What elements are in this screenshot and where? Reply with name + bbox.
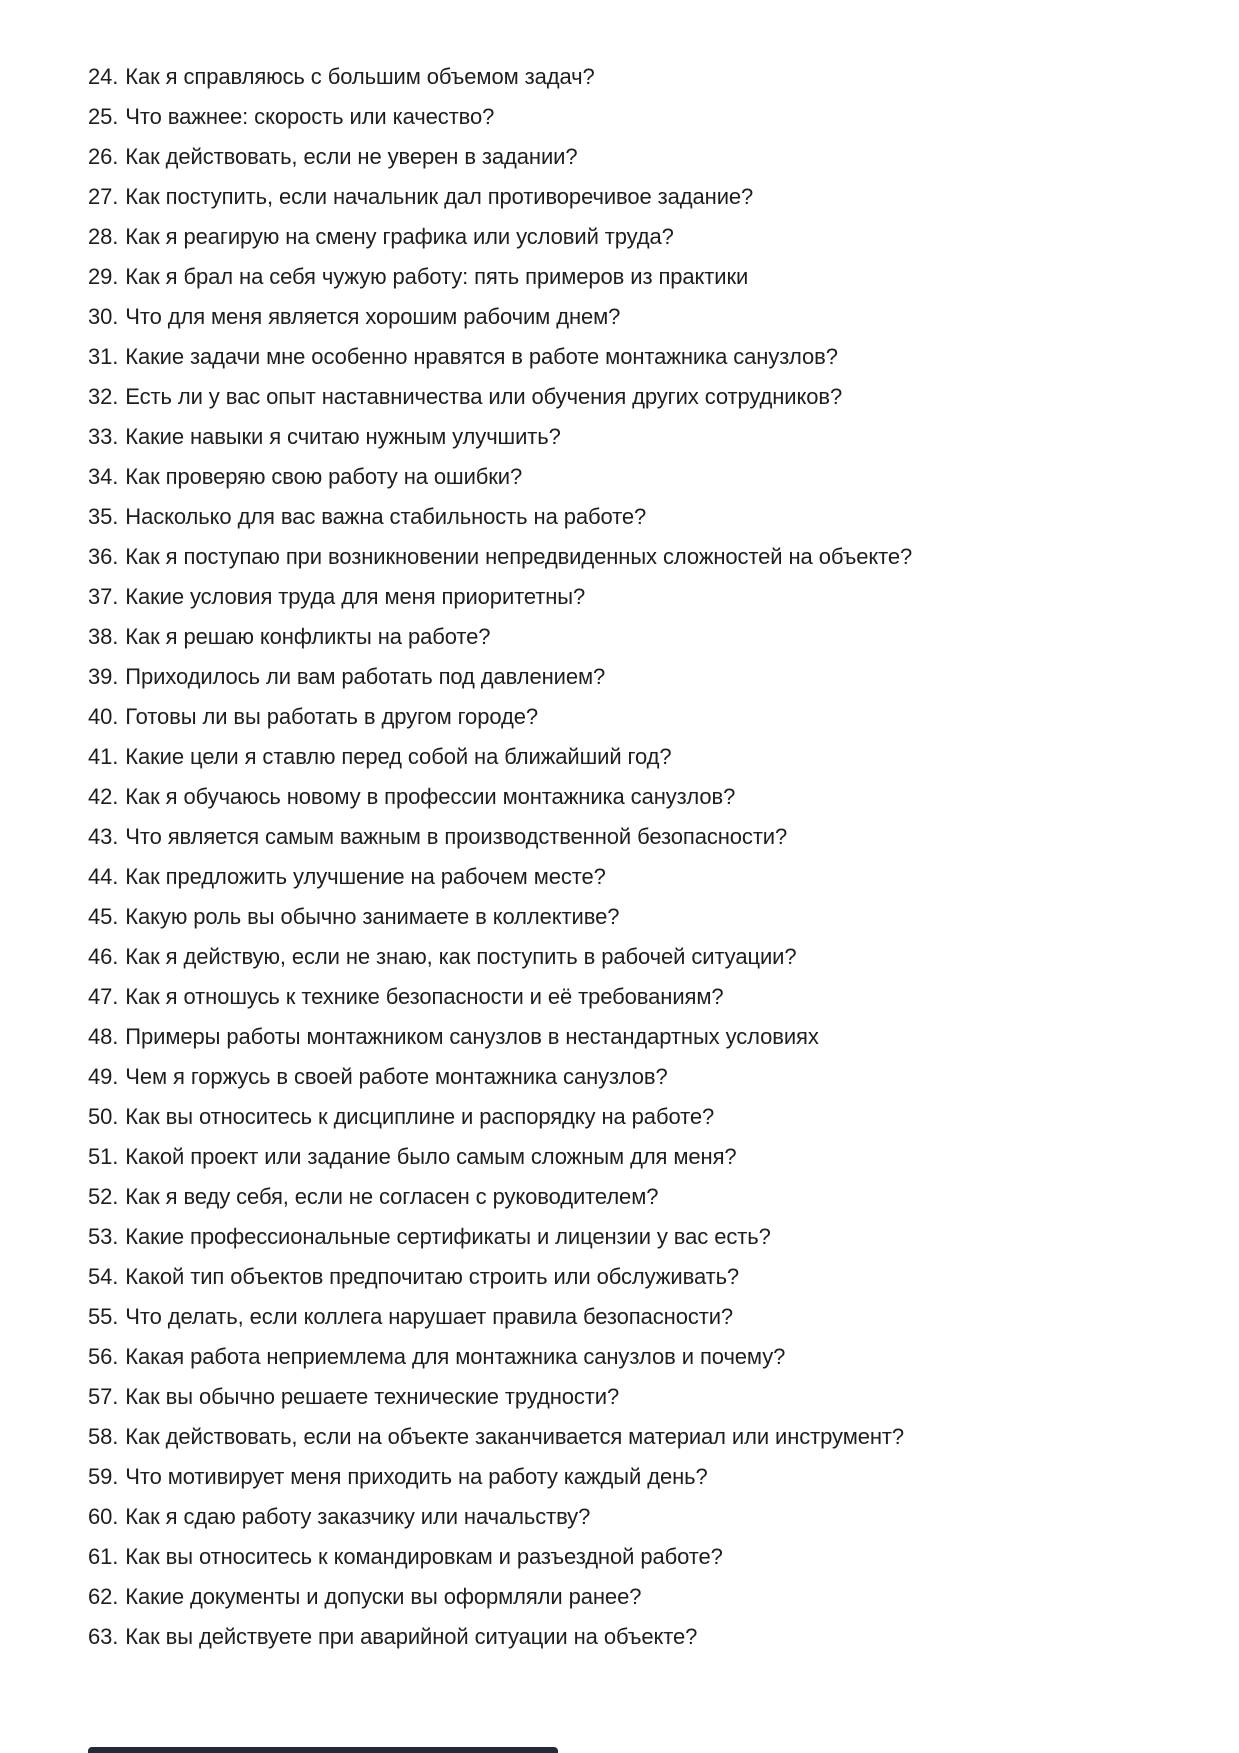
question-number: 61.: [88, 1544, 119, 1569]
list-item: [88, 1577, 1209, 1617]
list-item: [88, 417, 1209, 457]
list-item: [88, 457, 1209, 497]
question-number: 54.: [88, 1264, 119, 1289]
list-item: [88, 377, 1209, 417]
question-text: Какой проект или задание было самым сложным для меня?: [125, 1144, 737, 1169]
question-number: 25.: [88, 104, 119, 129]
list-item: [88, 1537, 1209, 1577]
list-item: [88, 937, 1209, 977]
list-item: [88, 217, 1209, 257]
question-text: Как я веду себя, если не согласен с руководителем?: [125, 1184, 659, 1209]
question-number: 63.: [88, 1624, 119, 1649]
questions-list: [88, 57, 1209, 1657]
question-number: 32.: [88, 384, 119, 409]
question-text: Что мотивирует меня приходить на работу каждый день?: [125, 1464, 708, 1489]
question-text: Как я реагирую на смену графика или условий труда?: [125, 224, 674, 249]
list-item: [88, 1617, 1209, 1657]
list-item: [88, 137, 1209, 177]
question-text: Чем я горжусь в своей работе монтажника санузлов?: [125, 1064, 668, 1089]
question-text: Как я действую, если не знаю, как поступить в рабочей ситуации?: [125, 944, 797, 969]
list-item: [88, 1017, 1209, 1057]
list-item: [88, 777, 1209, 817]
list-item: [88, 657, 1209, 697]
list-item: [88, 1217, 1209, 1257]
question-text: Какие задачи мне особенно нравятся в работе монтажника санузлов?: [125, 344, 838, 369]
question-number: 47.: [88, 984, 119, 1009]
question-text: Примеры работы монтажником санузлов в нестандартных условиях: [125, 1024, 819, 1049]
question-text: Как я отношусь к технике безопасности и её требованиям?: [125, 984, 724, 1009]
question-number: 28.: [88, 224, 119, 249]
question-text: Как проверяю свою работу на ошибки?: [125, 464, 523, 489]
question-text: Есть ли у вас опыт наставничества или обучения других сотрудников?: [125, 384, 843, 409]
question-number: 38.: [88, 624, 119, 649]
question-number: 52.: [88, 1184, 119, 1209]
question-number: 57.: [88, 1384, 119, 1409]
question-text: Как я решаю конфликты на работе?: [125, 624, 491, 649]
question-number: 51.: [88, 1144, 119, 1169]
list-item: [88, 617, 1209, 657]
question-text: Как вы обычно решаете технические трудности?: [125, 1384, 620, 1409]
question-text: Какую роль вы обычно занимаете в коллективе?: [125, 904, 620, 929]
question-number: 37.: [88, 584, 119, 609]
list-item: [88, 1497, 1209, 1537]
question-number: 44.: [88, 864, 119, 889]
question-number: 36.: [88, 544, 119, 569]
question-number: 62.: [88, 1584, 119, 1609]
question-number: 43.: [88, 824, 119, 849]
list-item: [88, 577, 1209, 617]
question-number: 56.: [88, 1344, 119, 1369]
question-number: 49.: [88, 1064, 119, 1089]
list-item: [88, 1257, 1209, 1297]
question-number: 31.: [88, 344, 119, 369]
question-number: 39.: [88, 664, 119, 689]
question-number: 24.: [88, 64, 119, 89]
list-item: [88, 857, 1209, 897]
list-item: [88, 1457, 1209, 1497]
question-number: 41.: [88, 744, 119, 769]
question-number: 48.: [88, 1024, 119, 1049]
list-item: [88, 297, 1209, 337]
question-number: 27.: [88, 184, 119, 209]
list-item: [88, 57, 1209, 97]
question-text: Как я справляюсь с большим объемом задач?: [125, 64, 595, 89]
question-text: Как я поступаю при возникновении непредвиденных сложностей на объекте?: [125, 544, 913, 569]
list-item: [88, 1177, 1209, 1217]
question-text: Какие навыки я считаю нужным улучшить?: [125, 424, 561, 449]
list-item: [88, 337, 1209, 377]
question-text: Какие документы и допуски вы оформляли ранее?: [125, 1584, 642, 1609]
question-text: Готовы ли вы работать в другом городе?: [125, 704, 538, 729]
question-number: 58.: [88, 1424, 119, 1449]
list-item: [88, 1417, 1209, 1457]
question-text: Как вы относитесь к дисциплине и распорядку на работе?: [125, 1104, 715, 1129]
question-number: 26.: [88, 144, 119, 169]
list-item: [88, 537, 1209, 577]
question-number: 53.: [88, 1224, 119, 1249]
list-item: [88, 1377, 1209, 1417]
question-text: Какая работа неприемлема для монтажника санузлов и почему?: [125, 1344, 786, 1369]
question-number: 42.: [88, 784, 119, 809]
list-item: [88, 977, 1209, 1017]
question-text: Как предложить улучшение на рабочем месте?: [125, 864, 606, 889]
list-item: [88, 1297, 1209, 1337]
question-text: Приходилось ли вам работать под давлением?: [125, 664, 606, 689]
question-number: 29.: [88, 264, 119, 289]
question-text: Как вы относитесь к командировкам и разъездной работе?: [125, 1544, 723, 1569]
question-text: Что делать, если коллега нарушает правила безопасности?: [125, 1304, 734, 1329]
question-number: 45.: [88, 904, 119, 929]
question-number: 30.: [88, 304, 119, 329]
list-item: [88, 257, 1209, 297]
question-text: Какие профессиональные сертификаты и лицензии у вас есть?: [125, 1224, 771, 1249]
list-item: [88, 1097, 1209, 1137]
question-text: Как я брал на себя чужую работу: пять примеров из практики: [125, 264, 749, 289]
question-number: 60.: [88, 1504, 119, 1529]
question-number: 35.: [88, 504, 119, 529]
question-text: Какие условия труда для меня приоритетны?: [125, 584, 586, 609]
list-item: [88, 497, 1209, 537]
question-number: 55.: [88, 1304, 119, 1329]
question-text: Как я сдаю работу заказчику или начальству?: [125, 1504, 591, 1529]
question-text: Как я обучаюсь новому в профессии монтажника санузлов?: [125, 784, 736, 809]
list-item: [88, 97, 1209, 137]
list-item: [88, 737, 1209, 777]
question-text: Что для меня является хорошим рабочим днем?: [125, 304, 621, 329]
list-item: [88, 817, 1209, 857]
question-number: 40.: [88, 704, 119, 729]
question-number: 33.: [88, 424, 119, 449]
question-text: Насколько для вас важна стабильность на работе?: [125, 504, 647, 529]
list-item: [88, 177, 1209, 217]
question-text: Какие цели я ставлю перед собой на ближайший год?: [125, 744, 672, 769]
list-item: [88, 897, 1209, 937]
question-text: Как поступить, если начальник дал противоречивое задание?: [125, 184, 754, 209]
question-text: Как действовать, если на объекте заканчивается материал или инструмент?: [125, 1424, 905, 1449]
question-text: Что важнее: скорость или качество?: [125, 104, 495, 129]
bottom-cropped-element: [88, 1747, 558, 1753]
question-text: Какой тип объектов предпочитаю строить или обслуживать?: [125, 1264, 740, 1289]
question-text: Что является самым важным в производственной безопасности?: [125, 824, 788, 849]
question-number: 59.: [88, 1464, 119, 1489]
question-text: Как вы действуете при аварийной ситуации на объекте?: [125, 1624, 698, 1649]
question-number: 46.: [88, 944, 119, 969]
question-number: 50.: [88, 1104, 119, 1129]
list-item: [88, 697, 1209, 737]
list-item: [88, 1057, 1209, 1097]
question-number: 34.: [88, 464, 119, 489]
list-item: [88, 1337, 1209, 1377]
question-text: Как действовать, если не уверен в задании?: [125, 144, 578, 169]
list-item: [88, 1137, 1209, 1177]
